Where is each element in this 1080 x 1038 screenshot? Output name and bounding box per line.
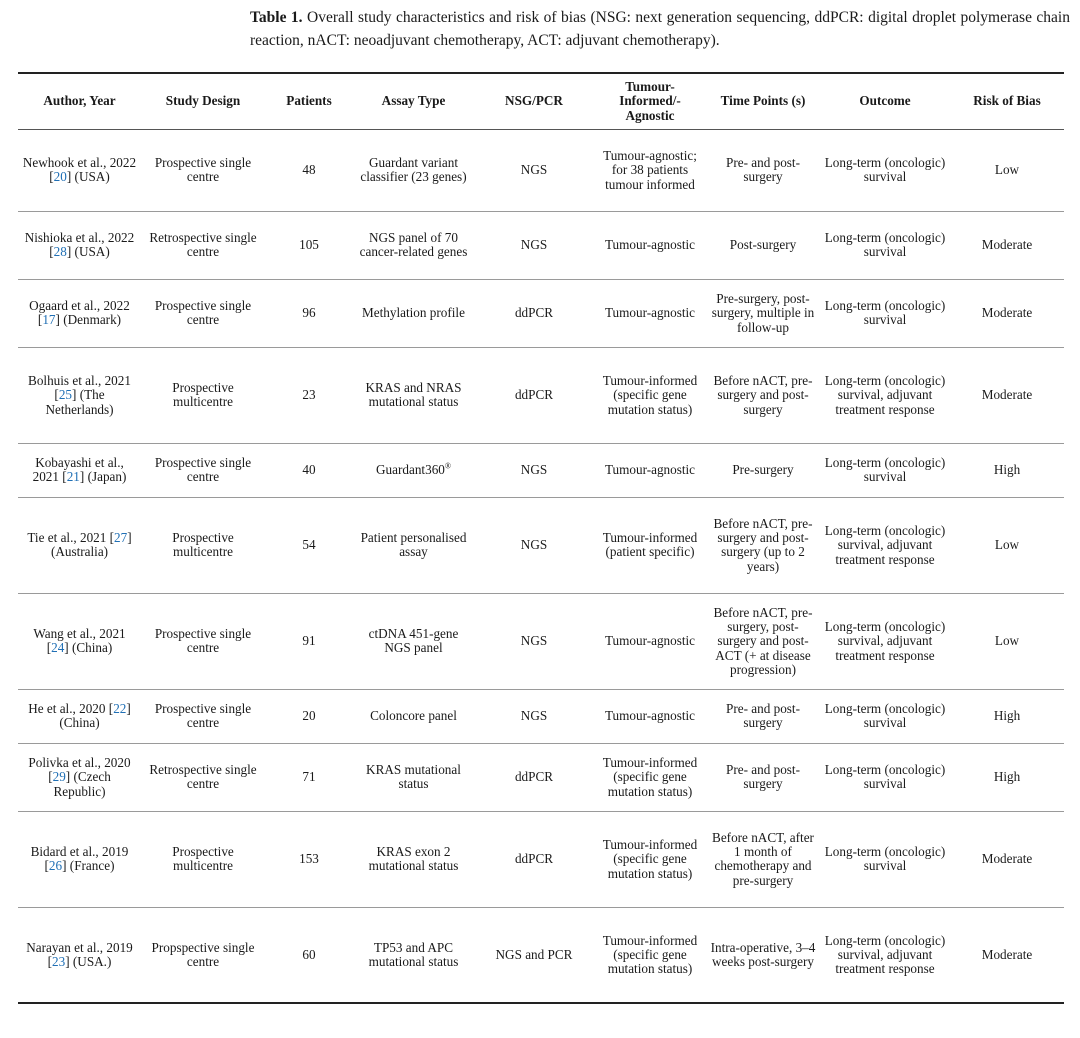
author-location: ] (The Netherlands)	[45, 387, 114, 417]
cell-outcome: Long-term (oncologic) survival, adjuvant treatment response	[824, 618, 946, 663]
reference-link[interactable]: 28	[53, 244, 67, 260]
author-text: Tie et al., 2021 [	[27, 530, 115, 546]
cell-outcome: Long-term (oncologic) survival	[824, 230, 946, 260]
cell-study-design: Retrospective single centre	[149, 762, 257, 792]
cell-ngs-pcr: ddPCR	[514, 769, 554, 785]
cell-patients: 48	[302, 162, 316, 178]
cell-assay-type	[353, 347, 474, 443]
cell-time-points: Post-surgery	[729, 237, 797, 253]
table-caption-text: Overall study characteristics and risk of bias (NSG: next generation sequencing, ddPCR: digital droplet polymerase chain reaction, nACT: neoadjuvant chemotherapy, ACT: adjuvant chemotherapy).	[250, 9, 1070, 49]
reference-link[interactable]: 17	[42, 312, 56, 328]
cell-risk-of-bias: Moderate	[981, 387, 1033, 403]
assay-text: Guardant360	[376, 462, 445, 478]
cell-outcome: Long-term (oncologic) survival	[824, 155, 946, 185]
cell-assay-type	[353, 279, 474, 347]
cell-author-year	[18, 279, 141, 347]
cell-ngs-pcr: NGS	[520, 537, 548, 553]
reference-link[interactable]: 24	[51, 640, 65, 656]
cell-patients: 23	[302, 387, 316, 403]
author-text: Newhook et al., 2022 [	[22, 155, 137, 185]
cell-outcome: Long-term (oncologic) survival	[824, 298, 946, 328]
assay-text: Coloncore panel	[370, 708, 457, 724]
reference-link[interactable]: 29	[52, 769, 66, 785]
assay-text: Patient personalised assay	[360, 530, 467, 560]
table-row	[18, 497, 1064, 593]
author-text: Bolhuis et al., 2021 [	[28, 372, 131, 403]
cell-time-points: Before nACT, pre-surgery, post-surgery and post-ACT (+ at disease progression)	[713, 604, 813, 677]
cell-outcome: Long-term (oncologic) survival	[824, 762, 946, 792]
assay-text: TP53 and APC mutational status	[368, 939, 459, 970]
assay-text: Methylation profile	[362, 305, 465, 321]
cell-patients: 91	[302, 633, 316, 649]
cell-risk-of-bias: Low	[994, 537, 1020, 553]
cell-author-year	[18, 907, 141, 1003]
header-assay-type: Assay Type	[381, 93, 446, 109]
cell-ngs-pcr: ddPCR	[514, 851, 554, 867]
cell-patients: 71	[302, 769, 316, 785]
table-caption-label: Table 1.	[250, 9, 303, 26]
table-row	[18, 907, 1064, 1003]
cell-patients: 54	[302, 537, 316, 553]
cell-tumour-informed: Tumour-informed (specific gene mutation status)	[602, 932, 698, 977]
author-location: ] (USA)	[66, 169, 110, 185]
cell-time-points: Pre- and post-surgery	[726, 701, 800, 731]
table-row	[18, 443, 1064, 497]
cell-assay-type	[353, 811, 474, 907]
author-text: Bidard et al., 2019 [	[30, 844, 129, 874]
header-time-points: Time Points (s)	[720, 93, 806, 109]
table-row	[18, 211, 1064, 279]
reference-link[interactable]: 27	[114, 530, 128, 546]
cell-time-points: Pre-surgery	[732, 462, 794, 478]
header-patients: Patients	[286, 93, 332, 109]
cell-tumour-informed: Tumour-agnostic; for 38 patients tumour informed	[603, 147, 697, 192]
study-characteristics-table	[18, 72, 1064, 1004]
cell-study-design: Retrospective single centre	[149, 230, 257, 260]
cell-assay-type	[353, 593, 474, 689]
cell-ngs-pcr: ddPCR	[514, 305, 554, 321]
table-row	[18, 593, 1064, 689]
header-study-design: Study Design	[165, 93, 241, 109]
cell-time-points: Before nACT, after 1 month of chemotherapy and pre-surgery	[712, 829, 814, 888]
cell-ngs-pcr: NGS	[520, 708, 548, 724]
cell-author-year	[18, 811, 141, 907]
table-row	[18, 347, 1064, 443]
cell-assay-type	[353, 129, 474, 211]
cell-tumour-informed: Tumour-informed (specific gene mutation status)	[602, 754, 698, 799]
cell-tumour-informed: Tumour-informed (patient specific)	[602, 530, 698, 560]
cell-study-design: Prospective multicentre	[172, 380, 234, 410]
author-location: ] (USA)	[66, 244, 110, 260]
cell-ngs-pcr: NGS	[520, 462, 548, 478]
cell-author-year	[18, 129, 141, 211]
cell-patients: 40	[302, 462, 316, 478]
reference-link[interactable]: 25	[58, 387, 72, 403]
cell-patients: 105	[299, 237, 319, 253]
header-tumour-informed: Tumour-Informed/-Agnostic	[619, 79, 681, 123]
author-text: Nishioka et al., 2022 [	[24, 230, 135, 260]
reference-link[interactable]: 22	[113, 701, 127, 717]
cell-ngs-pcr: NGS	[520, 162, 548, 178]
cell-study-design: Prospective single centre	[154, 701, 252, 731]
cell-study-design: Prospective single centre	[154, 155, 252, 185]
header-author-year: Author, Year	[43, 93, 116, 109]
author-location: ] (USA.)	[65, 954, 112, 970]
cell-risk-of-bias: Low	[994, 633, 1020, 649]
table-row	[18, 129, 1064, 211]
author-location: ] (France)	[62, 858, 115, 874]
cell-author-year	[18, 743, 141, 811]
author-text: Wang et al., 2021 [	[33, 626, 126, 656]
header-ngs-pcr: NSG/PCR	[505, 93, 563, 109]
author-location: ] (Czech Republic)	[53, 769, 111, 799]
cell-ngs-pcr: NGS	[520, 633, 548, 649]
cell-risk-of-bias: Moderate	[981, 946, 1033, 962]
cell-risk-of-bias: Low	[994, 162, 1020, 178]
cell-ngs-pcr: ddPCR	[514, 387, 554, 403]
cell-study-design: Prospective multicentre	[172, 530, 234, 560]
author-location: ] (Australia)	[50, 530, 132, 560]
cell-time-points: Pre- and post-surgery	[726, 762, 800, 792]
author-location: ] (Japan)	[79, 469, 127, 485]
cell-author-year	[18, 347, 141, 443]
assay-text: KRAS exon 2 mutational status	[368, 844, 459, 874]
cell-patients: 153	[299, 851, 319, 867]
cell-author-year	[18, 443, 141, 497]
cell-tumour-informed: Tumour-informed (specific gene mutation status)	[602, 836, 698, 881]
author-text: Polivka et al., 2020 [	[28, 754, 131, 785]
cell-assay-type	[353, 443, 474, 497]
cell-study-design: Propspective single centre	[151, 939, 255, 970]
cell-outcome: Long-term (oncologic) survival	[824, 844, 946, 874]
reference-link[interactable]: 23	[52, 954, 66, 970]
cell-tumour-informed: Tumour-agnostic	[604, 237, 696, 253]
table-row	[18, 811, 1064, 907]
author-location: ] (China)	[59, 701, 131, 731]
cell-assay-type	[353, 689, 474, 743]
cell-patients: 60	[302, 946, 316, 962]
cell-time-points: Pre- and post-surgery	[726, 155, 800, 185]
cell-outcome: Long-term (oncologic) survival	[824, 701, 946, 731]
cell-outcome: Long-term (oncologic) survival, adjuvant treatment response	[824, 932, 946, 977]
cell-outcome: Long-term (oncologic) survival, adjuvant treatment response	[824, 522, 946, 567]
cell-author-year	[18, 211, 141, 279]
cell-tumour-informed: Tumour-agnostic	[604, 305, 696, 321]
cell-risk-of-bias: High	[993, 708, 1021, 724]
cell-time-points: Before nACT, pre-surgery and post-surgery (up to 2 years)	[713, 515, 813, 574]
cell-risk-of-bias: High	[993, 462, 1021, 478]
table-caption	[250, 6, 1070, 52]
assay-text: NGS panel of 70 cancer-related genes	[359, 230, 468, 260]
assay-text: Guardant variant classifier (23 genes)	[360, 155, 467, 185]
cell-study-design: Prospective single centre	[154, 626, 252, 656]
cell-ngs-pcr: NGS and PCR	[495, 946, 573, 962]
cell-assay-type	[353, 497, 474, 593]
author-text: Narayan et al., 2019 [	[26, 939, 133, 970]
author-text: Kobayashi et al., 2021 [	[32, 455, 124, 485]
cell-patients: 20	[302, 708, 316, 724]
cell-author-year	[18, 689, 141, 743]
cell-risk-of-bias: Moderate	[981, 305, 1033, 321]
author-text: Ogaard et al., 2022 [	[29, 298, 130, 328]
cell-time-points: Pre-surgery, post-surgery, multiple in follow-up	[711, 290, 815, 335]
author-text: He et al., 2020 [	[28, 701, 114, 717]
author-location: ] (Denmark)	[55, 312, 122, 328]
cell-study-design: Prospective single centre	[154, 298, 252, 328]
table-row	[18, 279, 1064, 347]
table-body	[18, 129, 1064, 1003]
cell-assay-type	[353, 211, 474, 279]
cell-study-design: Prospective single centre	[154, 455, 252, 485]
cell-risk-of-bias: Moderate	[981, 851, 1033, 867]
cell-assay-type	[353, 907, 474, 1003]
header-risk-of-bias: Risk of Bias	[973, 93, 1041, 109]
cell-tumour-informed: Tumour-informed (specific gene mutation status)	[602, 372, 698, 417]
reference-link[interactable]: 20	[53, 169, 67, 185]
cell-assay-type	[353, 743, 474, 811]
assay-text: KRAS and NRAS mutational status	[365, 380, 462, 410]
registered-mark: ®	[444, 461, 451, 471]
cell-author-year	[18, 497, 141, 593]
cell-outcome: Long-term (oncologic) survival	[824, 455, 946, 485]
cell-tumour-informed: Tumour-agnostic	[604, 633, 696, 649]
author-location: ] (China)	[64, 640, 113, 656]
cell-outcome: Long-term (oncologic) survival, adjuvant treatment response	[824, 372, 946, 417]
reference-link[interactable]: 21	[66, 469, 80, 485]
assay-text: KRAS mutational status	[366, 762, 461, 792]
cell-tumour-informed: Tumour-agnostic	[604, 708, 696, 724]
cell-patients: 96	[302, 305, 316, 321]
header-outcome: Outcome	[859, 93, 911, 109]
reference-link[interactable]: 26	[48, 858, 63, 874]
cell-risk-of-bias: High	[993, 769, 1021, 785]
table-row	[18, 689, 1064, 743]
table-row	[18, 743, 1064, 811]
cell-tumour-informed: Tumour-agnostic	[604, 462, 696, 478]
cell-ngs-pcr: NGS	[520, 237, 548, 253]
table-header-row	[18, 73, 1064, 129]
cell-time-points: Before nACT, pre-surgery and post-surgery	[713, 372, 813, 417]
cell-risk-of-bias: Moderate	[981, 237, 1033, 253]
cell-author-year	[18, 593, 141, 689]
cell-time-points: Intra-operative, 3–4 weeks post-surgery	[710, 939, 816, 970]
assay-text: ctDNA 451-gene NGS panel	[368, 626, 459, 656]
cell-study-design: Prospective multicentre	[172, 844, 234, 874]
